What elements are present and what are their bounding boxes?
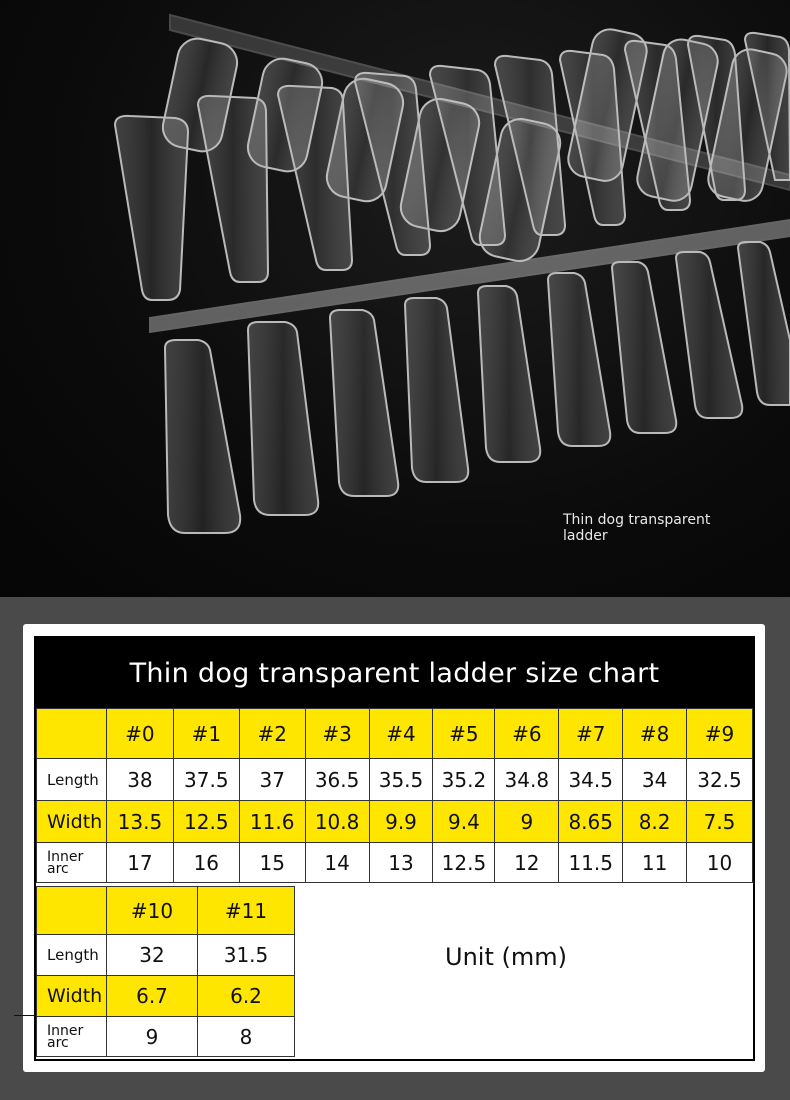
length-value: 36.5: [305, 759, 369, 801]
row-label-inner-arc: Inner arc: [37, 843, 107, 883]
photo-caption: Thin dog transparent ladder: [563, 512, 711, 544]
width-value: 10.8: [305, 801, 369, 843]
row-label-length: Length: [37, 759, 107, 801]
arc-value: 12.5: [433, 843, 495, 883]
arc-value: 14: [305, 843, 369, 883]
width-value: 6.2: [198, 976, 295, 1017]
arc-value: 16: [173, 843, 239, 883]
size-label: #3: [305, 709, 369, 759]
length-value: 34.5: [559, 759, 623, 801]
width-row: [37, 801, 753, 843]
length-value: 31.5: [198, 935, 295, 976]
width-value: 8.65: [559, 801, 623, 843]
arc-value: 17: [106, 843, 173, 883]
width-value: 9: [495, 801, 559, 843]
inner-arc-row: [37, 843, 753, 883]
width-row: [37, 976, 295, 1017]
size-chart: [34, 636, 755, 1061]
length-value: 37.5: [173, 759, 239, 801]
unit-note: Unit (mm): [445, 943, 567, 971]
size-table-extra: [36, 886, 295, 1057]
arc-value: 11.5: [559, 843, 623, 883]
size-label: #10: [107, 887, 198, 935]
length-value: 32.5: [687, 759, 753, 801]
length-value: 35.2: [433, 759, 495, 801]
length-value: 38: [106, 759, 173, 801]
size-label: #6: [495, 709, 559, 759]
length-value: 32: [107, 935, 198, 976]
width-value: 7.5: [687, 801, 753, 843]
arc-value: 9: [107, 1017, 198, 1057]
arc-value: 12: [495, 843, 559, 883]
header-corner: [37, 709, 107, 759]
width-value: 8.2: [623, 801, 687, 843]
arc-value: 15: [239, 843, 305, 883]
length-row: [37, 935, 295, 976]
length-row: [37, 759, 753, 801]
arc-value: 13: [369, 843, 433, 883]
row-label-width: Width: [37, 976, 107, 1017]
row-label-inner-arc: Inner arc: [37, 1017, 107, 1057]
width-value: 13.5: [106, 801, 173, 843]
chart-title: Thin dog transparent ladder size chart: [36, 638, 753, 708]
length-value: 34.8: [495, 759, 559, 801]
divider-mark: [14, 1015, 36, 1016]
size-header-row: [37, 709, 753, 759]
inner-arc-row: [37, 1017, 295, 1057]
size-label: #9: [687, 709, 753, 759]
size-label: #4: [369, 709, 433, 759]
size-label: #5: [433, 709, 495, 759]
arc-value: 10: [687, 843, 753, 883]
width-value: 6.7: [107, 976, 198, 1017]
width-value: 9.9: [369, 801, 433, 843]
row-label-width: Width: [37, 801, 107, 843]
arc-value: 11: [623, 843, 687, 883]
header-corner: [37, 887, 107, 935]
size-label: #2: [239, 709, 305, 759]
length-value: 35.5: [369, 759, 433, 801]
size-label: #1: [173, 709, 239, 759]
size-label: #7: [559, 709, 623, 759]
size-label: #8: [623, 709, 687, 759]
row-label-length: Length: [37, 935, 107, 976]
length-value: 37: [239, 759, 305, 801]
size-label: #11: [198, 887, 295, 935]
arc-value: 8: [198, 1017, 295, 1057]
width-value: 11.6: [239, 801, 305, 843]
length-value: 34: [623, 759, 687, 801]
width-value: 9.4: [433, 801, 495, 843]
size-label: #0: [106, 709, 173, 759]
size-header-row: [37, 887, 295, 935]
size-table-main: [36, 708, 753, 883]
width-value: 12.5: [173, 801, 239, 843]
